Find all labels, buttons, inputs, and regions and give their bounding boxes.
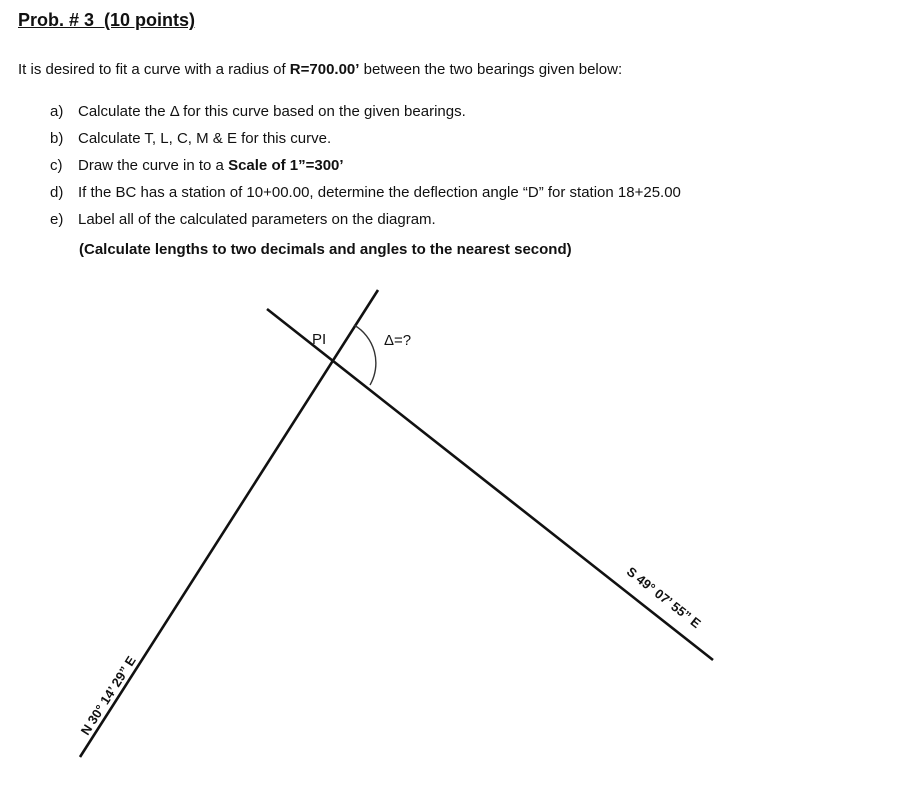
pi-label: PI: [312, 331, 327, 348]
task-text: If the BC has a station of 10+00.00, determine the deflection angle “D” for station 18+25.00: [78, 184, 681, 201]
task-text: Draw the curve in to a: [78, 157, 229, 174]
task-marker: c): [50, 157, 63, 174]
delta-label: Δ=?: [384, 332, 412, 349]
task-text: Calculate the Δ for this curve based on the given bearings.: [78, 103, 466, 120]
statement-text-end: between the two bearings given below:: [359, 61, 623, 78]
problem-title: Prob. # 3 (10 points): [18, 10, 196, 30]
task-marker: a): [50, 103, 64, 120]
precision-note: (Calculate lengths to two decimals and angles to the nearest second): [79, 241, 572, 258]
task-text: Calculate T, L, C, M & E for this curve.: [78, 130, 332, 147]
forward-tangent-line: [267, 309, 713, 660]
statement-text: It is desired to fit a curve with a radius of: [18, 61, 290, 78]
task-marker: e): [50, 211, 64, 228]
back-bearing-label: N 30° 14’ 29” E: [77, 653, 139, 738]
delta-arc: [354, 325, 376, 385]
scale-value: Scale of 1”=300’: [228, 157, 344, 174]
radius-value: R=700.00’: [289, 61, 360, 78]
task-marker: b): [50, 130, 64, 147]
ahead-bearing-label: S 49° 07’ 55” E: [623, 563, 704, 632]
task-marker: d): [50, 184, 64, 201]
task-text: Label all of the calculated parameters on the diagram.: [78, 211, 436, 228]
